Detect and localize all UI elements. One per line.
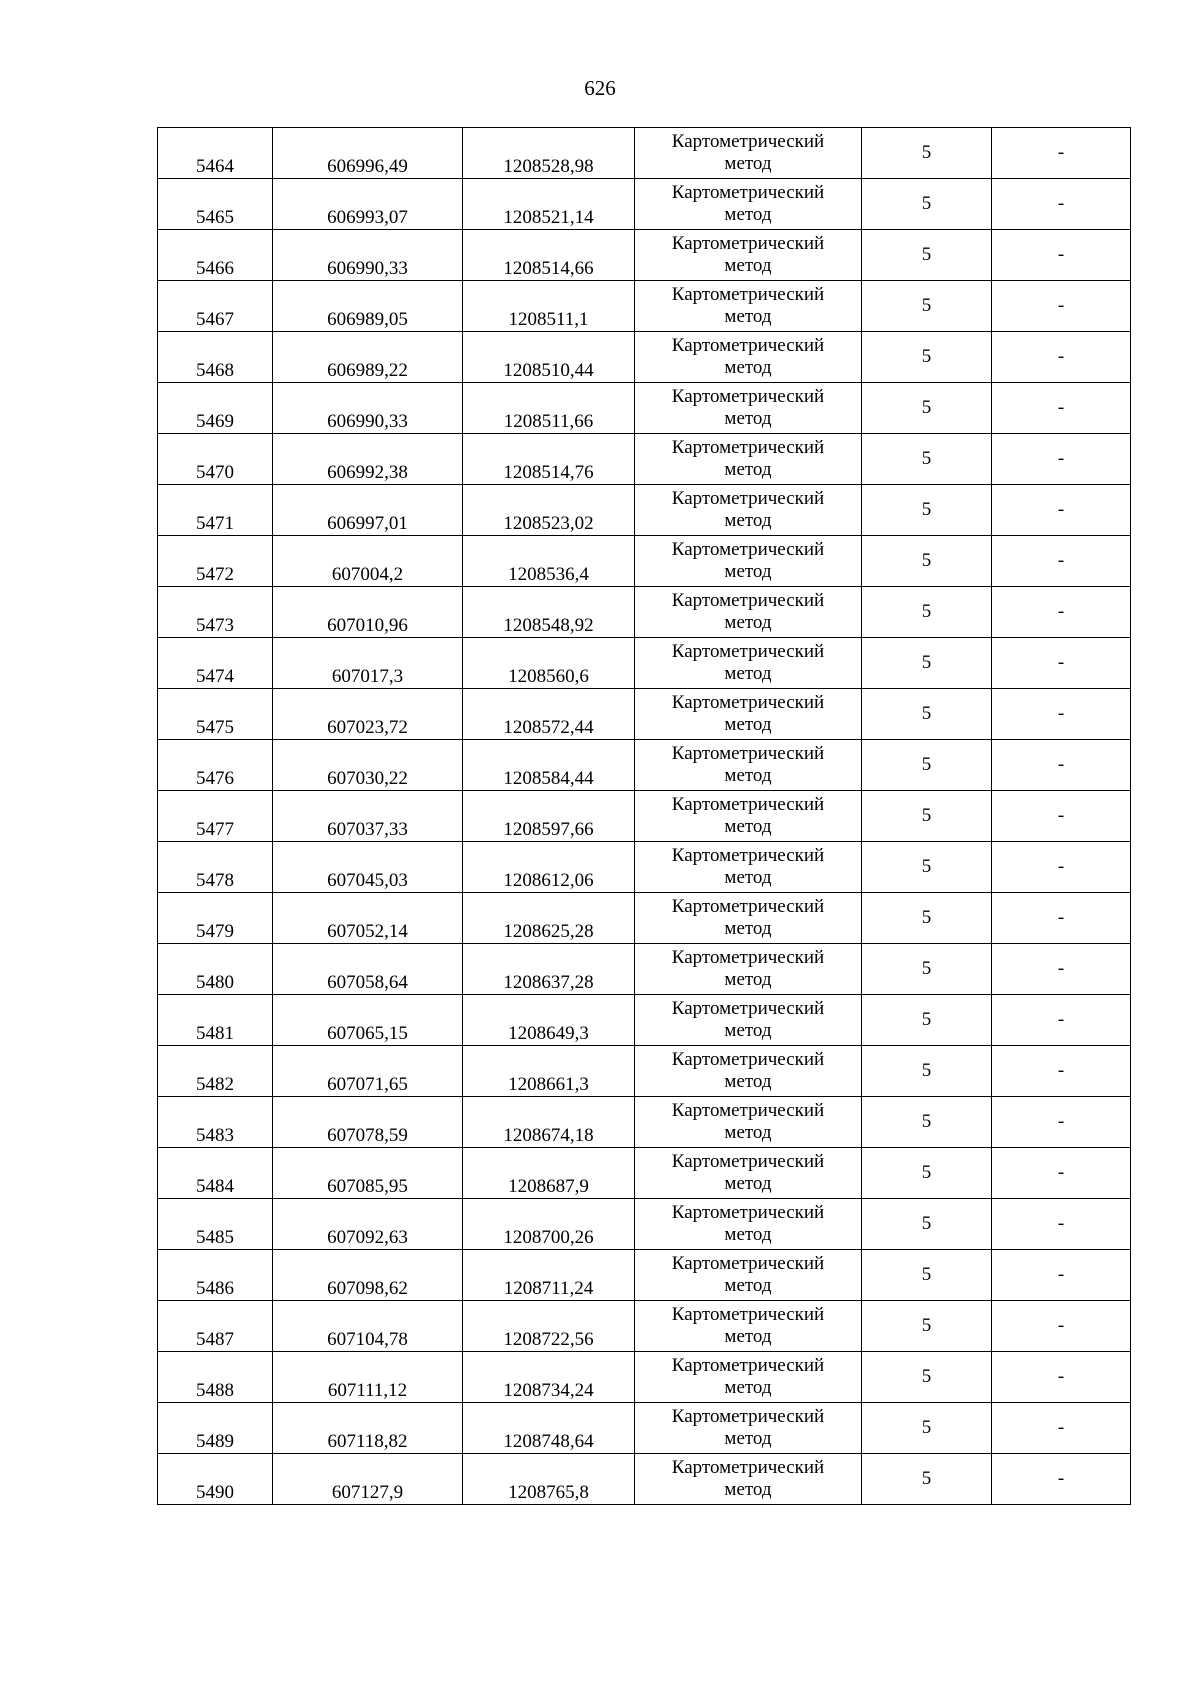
table-row	[158, 383, 1131, 434]
method-cell	[635, 1454, 862, 1505]
method-label-line1: Картометрический	[671, 182, 825, 203]
method-cell	[635, 638, 862, 689]
accuracy-cell: 5	[862, 332, 992, 383]
method-cell	[635, 128, 862, 179]
accuracy-cell: 5	[862, 995, 992, 1046]
table-row	[158, 944, 1131, 995]
method-label-line2: метод	[724, 1224, 772, 1245]
y-coordinate-cell: 1208612,06	[463, 842, 635, 893]
note-cell: -	[992, 1046, 1131, 1097]
accuracy-cell: 5	[862, 791, 992, 842]
method-label-line2: метод	[724, 1071, 772, 1092]
method-label-line2: метод	[724, 255, 772, 276]
point-number-cell: 5469	[158, 383, 273, 434]
accuracy-cell: 5	[862, 230, 992, 281]
accuracy-cell: 5	[862, 842, 992, 893]
accuracy-cell: 5	[862, 944, 992, 995]
table-row	[158, 740, 1131, 791]
x-coordinate-cell: 607085,95	[273, 1148, 463, 1199]
method-label-line2: метод	[724, 459, 772, 480]
x-coordinate-cell: 606989,22	[273, 332, 463, 383]
accuracy-cell: 5	[862, 689, 992, 740]
table-row	[158, 893, 1131, 944]
accuracy-cell: 5	[862, 434, 992, 485]
table-row	[158, 281, 1131, 332]
x-coordinate-cell: 607045,03	[273, 842, 463, 893]
point-number-cell: 5474	[158, 638, 273, 689]
y-coordinate-cell: 1208637,28	[463, 944, 635, 995]
note-cell: -	[992, 740, 1131, 791]
x-coordinate-cell: 607098,62	[273, 1250, 463, 1301]
method-cell	[635, 791, 862, 842]
x-coordinate-cell: 606990,33	[273, 383, 463, 434]
x-coordinate-cell: 607023,72	[273, 689, 463, 740]
y-coordinate-cell: 1208722,56	[463, 1301, 635, 1352]
coordinates-table-body	[158, 128, 1131, 1505]
accuracy-cell: 5	[862, 128, 992, 179]
method-label-line2: метод	[724, 969, 772, 990]
point-number-cell: 5478	[158, 842, 273, 893]
note-cell: -	[992, 944, 1131, 995]
x-coordinate-cell: 606996,49	[273, 128, 463, 179]
method-label-line2: метод	[724, 765, 772, 786]
table-row	[158, 230, 1131, 281]
x-coordinate-cell: 607030,22	[273, 740, 463, 791]
note-cell: -	[992, 1250, 1131, 1301]
accuracy-cell: 5	[862, 1046, 992, 1097]
x-coordinate-cell: 607127,9	[273, 1454, 463, 1505]
method-cell	[635, 944, 862, 995]
y-coordinate-cell: 1208687,9	[463, 1148, 635, 1199]
y-coordinate-cell: 1208649,3	[463, 995, 635, 1046]
method-label-line2: метод	[724, 1020, 772, 1041]
accuracy-cell: 5	[862, 179, 992, 230]
accuracy-cell: 5	[862, 536, 992, 587]
method-label-line1: Картометрический	[671, 284, 825, 305]
note-cell: -	[992, 179, 1131, 230]
method-label-line2: метод	[724, 510, 772, 531]
note-cell: -	[992, 1301, 1131, 1352]
method-label-line1: Картометрический	[671, 1151, 825, 1172]
table-row	[158, 179, 1131, 230]
method-label-line1: Картометрический	[671, 1406, 825, 1427]
method-label-line2: метод	[724, 1479, 772, 1500]
method-label-line2: метод	[724, 816, 772, 837]
method-cell	[635, 995, 862, 1046]
table-row	[158, 1352, 1131, 1403]
method-cell	[635, 332, 862, 383]
page-number: 626	[584, 76, 616, 100]
y-coordinate-cell: 1208510,44	[463, 332, 635, 383]
point-number-cell: 5489	[158, 1403, 273, 1454]
y-coordinate-cell: 1208528,98	[463, 128, 635, 179]
table-row	[158, 434, 1131, 485]
method-label-line1: Картометрический	[671, 386, 825, 407]
table-row	[158, 128, 1131, 179]
point-number-cell: 5488	[158, 1352, 273, 1403]
y-coordinate-cell: 1208548,92	[463, 587, 635, 638]
accuracy-cell: 5	[862, 1301, 992, 1352]
point-number-cell: 5472	[158, 536, 273, 587]
method-cell	[635, 485, 862, 536]
method-cell	[635, 281, 862, 332]
point-number-cell: 5464	[158, 128, 273, 179]
note-cell: -	[992, 383, 1131, 434]
y-coordinate-cell: 1208560,6	[463, 638, 635, 689]
method-label-line1: Картометрический	[671, 641, 825, 662]
method-label-line1: Картометрический	[671, 590, 825, 611]
method-label-line1: Картометрический	[671, 845, 825, 866]
method-label-line2: метод	[724, 1326, 772, 1347]
note-cell: -	[992, 1454, 1131, 1505]
point-number-cell: 5475	[158, 689, 273, 740]
point-number-cell: 5490	[158, 1454, 273, 1505]
note-cell: -	[992, 995, 1131, 1046]
note-cell: -	[992, 485, 1131, 536]
method-cell	[635, 1199, 862, 1250]
note-cell: -	[992, 1352, 1131, 1403]
method-cell	[635, 842, 862, 893]
y-coordinate-cell: 1208661,3	[463, 1046, 635, 1097]
y-coordinate-cell: 1208765,8	[463, 1454, 635, 1505]
note-cell: -	[992, 332, 1131, 383]
x-coordinate-cell: 607017,3	[273, 638, 463, 689]
x-coordinate-cell: 607037,33	[273, 791, 463, 842]
point-number-cell: 5482	[158, 1046, 273, 1097]
accuracy-cell: 5	[862, 1454, 992, 1505]
table-row	[158, 638, 1131, 689]
method-label-line1: Картометрический	[671, 1202, 825, 1223]
method-label-line2: метод	[724, 1173, 772, 1194]
table-row	[158, 791, 1131, 842]
method-label-line2: метод	[724, 1122, 772, 1143]
method-cell	[635, 1097, 862, 1148]
accuracy-cell: 5	[862, 893, 992, 944]
accuracy-cell: 5	[862, 281, 992, 332]
accuracy-cell: 5	[862, 638, 992, 689]
method-cell	[635, 1403, 862, 1454]
table-row	[158, 995, 1131, 1046]
note-cell: -	[992, 638, 1131, 689]
point-number-cell: 5471	[158, 485, 273, 536]
method-label-line1: Картометрический	[671, 539, 825, 560]
method-label-line1: Картометрический	[671, 998, 825, 1019]
accuracy-cell: 5	[862, 1148, 992, 1199]
y-coordinate-cell: 1208511,1	[463, 281, 635, 332]
accuracy-cell: 5	[862, 1352, 992, 1403]
y-coordinate-cell: 1208748,64	[463, 1403, 635, 1454]
point-number-cell: 5476	[158, 740, 273, 791]
method-label-line1: Картометрический	[671, 335, 825, 356]
point-number-cell: 5479	[158, 893, 273, 944]
method-label-line1: Картометрический	[671, 743, 825, 764]
accuracy-cell: 5	[862, 740, 992, 791]
x-coordinate-cell: 606992,38	[273, 434, 463, 485]
point-number-cell: 5477	[158, 791, 273, 842]
method-label-line1: Картометрический	[671, 131, 825, 152]
note-cell: -	[992, 281, 1131, 332]
x-coordinate-cell: 607092,63	[273, 1199, 463, 1250]
note-cell: -	[992, 689, 1131, 740]
point-number-cell: 5484	[158, 1148, 273, 1199]
x-coordinate-cell: 607058,64	[273, 944, 463, 995]
table-row	[158, 1148, 1131, 1199]
note-cell: -	[992, 842, 1131, 893]
point-number-cell: 5483	[158, 1097, 273, 1148]
x-coordinate-cell: 607010,96	[273, 587, 463, 638]
x-coordinate-cell: 606990,33	[273, 230, 463, 281]
table-row	[158, 1199, 1131, 1250]
y-coordinate-cell: 1208572,44	[463, 689, 635, 740]
x-coordinate-cell: 606997,01	[273, 485, 463, 536]
method-label-line2: метод	[724, 714, 772, 735]
note-cell: -	[992, 893, 1131, 944]
method-label-line2: метод	[724, 1275, 772, 1296]
method-label-line2: метод	[724, 561, 772, 582]
table-row	[158, 689, 1131, 740]
note-cell: -	[992, 587, 1131, 638]
accuracy-cell: 5	[862, 587, 992, 638]
method-label-line1: Картометрический	[671, 1304, 825, 1325]
y-coordinate-cell: 1208625,28	[463, 893, 635, 944]
method-label-line1: Картометрический	[671, 692, 825, 713]
method-label-line2: метод	[724, 306, 772, 327]
y-coordinate-cell: 1208536,4	[463, 536, 635, 587]
method-label-line1: Картометрический	[671, 896, 825, 917]
x-coordinate-cell: 607065,15	[273, 995, 463, 1046]
x-coordinate-cell: 606989,05	[273, 281, 463, 332]
y-coordinate-cell: 1208734,24	[463, 1352, 635, 1403]
method-cell	[635, 893, 862, 944]
method-cell	[635, 536, 862, 587]
y-coordinate-cell: 1208514,66	[463, 230, 635, 281]
method-label-line2: метод	[724, 663, 772, 684]
x-coordinate-cell: 607111,12	[273, 1352, 463, 1403]
method-label-line1: Картометрический	[671, 488, 825, 509]
table-row	[158, 1301, 1131, 1352]
x-coordinate-cell: 607052,14	[273, 893, 463, 944]
y-coordinate-cell: 1208521,14	[463, 179, 635, 230]
note-cell: -	[992, 536, 1131, 587]
accuracy-cell: 5	[862, 1250, 992, 1301]
point-number-cell: 5473	[158, 587, 273, 638]
method-cell	[635, 587, 862, 638]
table-row	[158, 1250, 1131, 1301]
method-cell	[635, 1250, 862, 1301]
method-label-line1: Картометрический	[671, 1049, 825, 1070]
method-cell	[635, 740, 862, 791]
coordinates-table	[157, 127, 1131, 1505]
method-label-line1: Картометрический	[671, 233, 825, 254]
method-label-line2: метод	[724, 357, 772, 378]
point-number-cell: 5487	[158, 1301, 273, 1352]
x-coordinate-cell: 607104,78	[273, 1301, 463, 1352]
accuracy-cell: 5	[862, 1199, 992, 1250]
table-row	[158, 587, 1131, 638]
note-cell: -	[992, 230, 1131, 281]
table-row	[158, 332, 1131, 383]
method-label-line1: Картометрический	[671, 1100, 825, 1121]
y-coordinate-cell: 1208523,02	[463, 485, 635, 536]
method-label-line1: Картометрический	[671, 437, 825, 458]
method-cell	[635, 434, 862, 485]
method-cell	[635, 1148, 862, 1199]
method-cell	[635, 1046, 862, 1097]
x-coordinate-cell: 607118,82	[273, 1403, 463, 1454]
y-coordinate-cell: 1208597,66	[463, 791, 635, 842]
y-coordinate-cell: 1208711,24	[463, 1250, 635, 1301]
point-number-cell: 5486	[158, 1250, 273, 1301]
table-row	[158, 1046, 1131, 1097]
method-label-line1: Картометрический	[671, 1355, 825, 1376]
method-label-line2: метод	[724, 918, 772, 939]
method-label-line2: метод	[724, 1377, 772, 1398]
method-label-line1: Картометрический	[671, 947, 825, 968]
method-label-line2: метод	[724, 204, 772, 225]
note-cell: -	[992, 434, 1131, 485]
point-number-cell: 5470	[158, 434, 273, 485]
method-cell	[635, 383, 862, 434]
note-cell: -	[992, 1403, 1131, 1454]
point-number-cell: 5465	[158, 179, 273, 230]
method-cell	[635, 1301, 862, 1352]
point-number-cell: 5485	[158, 1199, 273, 1250]
note-cell: -	[992, 1148, 1131, 1199]
method-label-line2: метод	[724, 153, 772, 174]
y-coordinate-cell: 1208700,26	[463, 1199, 635, 1250]
method-label-line1: Картометрический	[671, 1457, 825, 1478]
method-cell	[635, 689, 862, 740]
point-number-cell: 5466	[158, 230, 273, 281]
y-coordinate-cell: 1208584,44	[463, 740, 635, 791]
accuracy-cell: 5	[862, 1097, 992, 1148]
point-number-cell: 5480	[158, 944, 273, 995]
table-row	[158, 1454, 1131, 1505]
x-coordinate-cell: 607078,59	[273, 1097, 463, 1148]
point-number-cell: 5468	[158, 332, 273, 383]
y-coordinate-cell: 1208674,18	[463, 1097, 635, 1148]
accuracy-cell: 5	[862, 383, 992, 434]
accuracy-cell: 5	[862, 1403, 992, 1454]
y-coordinate-cell: 1208514,76	[463, 434, 635, 485]
method-cell	[635, 179, 862, 230]
method-cell	[635, 230, 862, 281]
method-label-line2: метод	[724, 408, 772, 429]
note-cell: -	[992, 791, 1131, 842]
table-row	[158, 842, 1131, 893]
note-cell: -	[992, 1097, 1131, 1148]
table-row	[158, 485, 1131, 536]
method-label-line1: Картометрический	[671, 794, 825, 815]
note-cell: -	[992, 1199, 1131, 1250]
method-label-line1: Картометрический	[671, 1253, 825, 1274]
point-number-cell: 5481	[158, 995, 273, 1046]
method-label-line2: метод	[724, 1428, 772, 1449]
method-label-line2: метод	[724, 612, 772, 633]
table-row	[158, 1403, 1131, 1454]
point-number-cell: 5467	[158, 281, 273, 332]
table-row	[158, 536, 1131, 587]
y-coordinate-cell: 1208511,66	[463, 383, 635, 434]
method-cell	[635, 1352, 862, 1403]
note-cell: -	[992, 128, 1131, 179]
table-row	[158, 1097, 1131, 1148]
x-coordinate-cell: 607071,65	[273, 1046, 463, 1097]
accuracy-cell: 5	[862, 485, 992, 536]
method-label-line2: метод	[724, 867, 772, 888]
x-coordinate-cell: 607004,2	[273, 536, 463, 587]
x-coordinate-cell: 606993,07	[273, 179, 463, 230]
